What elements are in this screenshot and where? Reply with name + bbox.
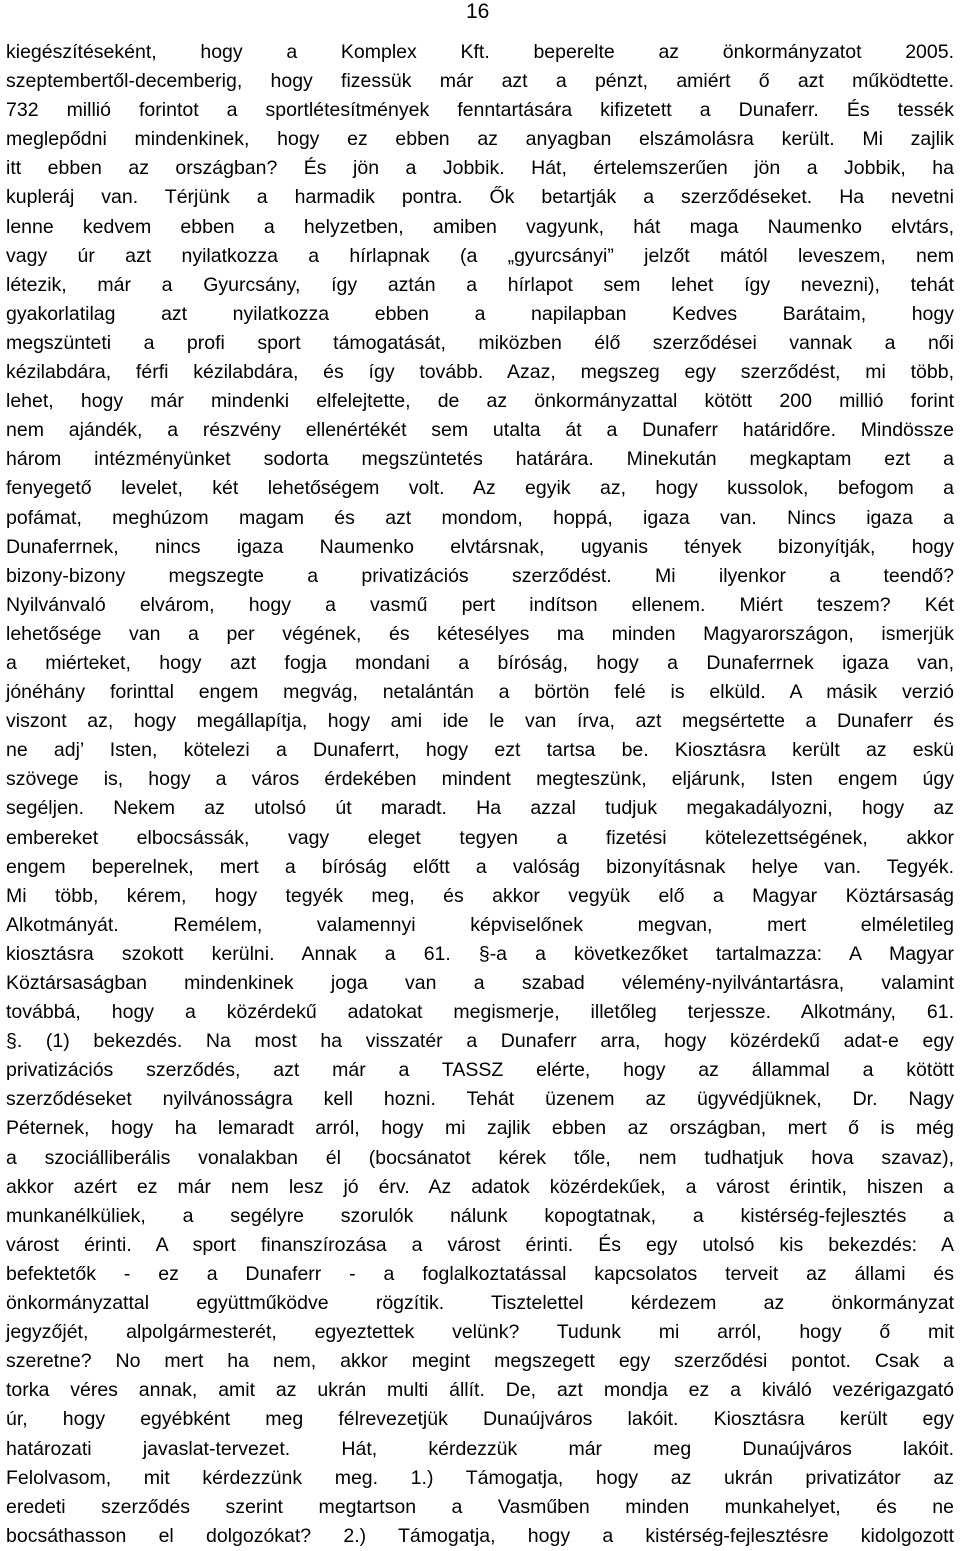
text-line: jegyzőjét, alpolgármesterét, egyeztettek velünk? Tudunk mi arról, hogy ő mit xyxy=(6,1321,954,1344)
text-line: Felolvasom, mit kérdezzünk meg. 1.) Támogatja, hogy az ukrán privatizátor az xyxy=(6,1466,954,1489)
text-line: szeretne? No mert ha nem, akkor megint megszegett egy szerződési pontot. Csak a xyxy=(6,1350,954,1373)
text-line: eredeti szerződés szerint megtartson a Vasműben minden munkahelyet, és ne xyxy=(6,1495,954,1518)
text-line: §. (1) bekezdés. Na most ha visszatér a Dunaferr arra, hogy közérdekű adat-e egy xyxy=(6,1030,954,1053)
text-line: önkormányzattal együttműködve rögzítik. Tisztelettel kérdezem az önkormányzat xyxy=(6,1292,954,1315)
text-line: embereket elbocsássák, vagy eleget tegyen a fizetési kötelezettségének, akkor xyxy=(6,826,954,849)
text-line: kupleráj van. Térjünk a harmadik pontra. Ők betartják a szerződéseket. Ha nevetni xyxy=(6,186,954,209)
text-line: Péternek, hogy ha lemaradt arról, hogy mi zajlik ebben az országban, mert ő is még xyxy=(6,1117,954,1140)
text-line: három intézményünket sodorta megszüntetés határára. Minekután megkaptam ezt a xyxy=(6,448,954,471)
text-line: nem ajándék, a részvény ellenértékét sem utalta át a Dunaferr határidőre. Mindössze xyxy=(6,419,954,442)
page-number: 16 xyxy=(466,0,490,23)
text-line: szeptembertől-decemberig, hogy fizessük már azt a pénzt, amiért ő azt működtette. xyxy=(6,70,954,93)
text-line: munkanélküliek, a segélyre szorulók nálunk kopogtatnak, a kistérség-fejlesztés a xyxy=(6,1204,954,1227)
text-line: Dunaferrnek, nincs igaza Naumenko elvtársnak, ugyanis tények bizonyítják, hogy xyxy=(6,535,954,558)
text-line: engem beperelnek, mert a bíróság előtt a valóság bizonyításnak helye van. Tegyék. xyxy=(6,855,954,878)
text-line: Köztársaságban mindenkinek joga van a szabad vélemény-nyilvántartásra, valamint xyxy=(6,972,954,994)
text-line: szerződéseket nyilvánosságra kell hozni. Tehát üzenem az ügyvédjüknek, Dr. Nagy xyxy=(6,1088,954,1111)
text-line: lehetősége van a per végének, és kétesélyes ma minden Magyarországon, ismerjük xyxy=(6,622,954,645)
text-line: gyakorlatilag azt nyilatkozza ebben a napilapban Kedves Barátaim, hogy xyxy=(6,302,954,325)
text-line: akkor azért ez már nem lesz jó érv. Az adatok közérdekűek, a várost érintik, hiszen a xyxy=(6,1175,954,1198)
text-line: viszont az, hogy megállapítja, hogy ami ide le van írva, azt megsértette a Dunaferr és xyxy=(6,710,954,733)
text-line: Mi több, kérem, hogy tegyék meg, és akkor vegyük elő a Magyar Köztársaság xyxy=(6,884,954,907)
text-line: fenyegető levelet, két lehetőségem volt. Az egyik az, hogy kussolok, befogom a xyxy=(6,477,954,500)
text-line: meglepődni mindenkinek, hogy ez ebben az anyagban elszámolásra került. Mi zajlik xyxy=(6,128,954,151)
text-line: bizony-bizony megszegte a privatizációs szerződést. Mi ilyenkor a teendő? xyxy=(6,564,954,587)
text-line: lehet, hogy már mindenki elfelejtette, de az önkormányzattal kötött 200 millió forint xyxy=(6,390,954,413)
text-line: úr, hogy egyébként meg félrevezetjük Dunaújváros lakóit. Kiosztásra került egy xyxy=(6,1408,954,1431)
text-line: ne adj’ Isten, kötelezi a Dunaferrt, hogy ezt tartsa be. Kiosztásra került az eskü xyxy=(6,739,954,762)
text-line: szövege is, hogy a város érdekében mindent megteszünk, eljárunk, Isten engem úgy xyxy=(6,768,954,791)
text-line: Alkotmányát. Remélem, valamennyi képviselőnek megvan, mert elméletileg xyxy=(6,913,954,936)
text-line: itt ebben az országban? És jön a Jobbik. Hát, értelemszerűen jön a Jobbik, ha xyxy=(6,157,954,180)
text-line: továbbá, hogy a közérdekű adatokat megismerje, illetőleg terjessze. Alkotmány, 61. xyxy=(6,1001,954,1024)
text-line: befektetők - ez a Dunaferr - a foglalkoztatással kapcsolatos terveit az állami és xyxy=(6,1262,954,1285)
text-line: megszünteti a profi sport támogatását, miközben élő szerződései vannak a női xyxy=(6,331,954,354)
text-line: lenne kedvem ebben a helyzetben, amiben vagyunk, hát maga Naumenko elvtárs, xyxy=(6,215,954,238)
text-line: kiegészítéseként, hogy a Komplex Kft. beperelte az önkormányzatot 2005. xyxy=(6,41,954,63)
text-line: létezik, már a Gyurcsány, így aztán a hírlapot sem lehet így nevezni), tehát xyxy=(6,273,954,296)
text-line: a miérteket, hogy azt fogja mondani a bíróság, hogy a Dunaferrnek igaza van, xyxy=(6,651,954,674)
document-body xyxy=(6,38,954,1551)
text-line: határozati javaslat-tervezet. Hát, kérdezzük már meg Dunaújváros lakóit. xyxy=(6,1437,954,1460)
text-line: torka véres annak, amit az ukrán multi állít. De, azt mondja ez a kiváló vezérigazgató xyxy=(6,1379,954,1402)
text-line: kiosztásra szokott kerülni. Annak a 61. §-a a következőket tartalmazza: A Magyar xyxy=(6,942,954,965)
text-line: privatizációs szerződés, azt már a TASSZ elérte, hogy az állammal a kötött xyxy=(6,1059,954,1082)
text-line: kézilabdára, férfi kézilabdára, és így tovább. Azaz, megszeg egy szerződést, mi több, xyxy=(6,361,954,384)
text-line: a szociálliberális vonalakban él (bocsánatot kérek tőle, nem tudhatjuk hova szavaz), xyxy=(6,1146,954,1169)
text-line: 732 millió forintot a sportlétesítmények fenntartására kifizetett a Dunaferr. És tessék xyxy=(6,99,954,122)
text-line: jónéhány forinttal engem megvág, netalántán a börtön felé is elküld. A másik verzió xyxy=(6,681,954,704)
text-line: pofámat, meghúzom magam és azt mondom, hoppá, igaza van. Nincs igaza a xyxy=(6,506,954,529)
text-line: Nyilvánvaló elvárom, hogy a vasmű pert indítson ellenem. Miért teszem? Két xyxy=(6,593,954,616)
text-line: várost érinti. A sport finanszírozása a várost érinti. És egy utolsó kis bekezdés: A xyxy=(6,1233,954,1256)
text-line: bocsáthasson el dolgozókat? 2.) Támogatja, hogy a kistérség-fejlesztésre kidolgozott xyxy=(6,1524,954,1547)
text-line: segéljen. Nekem az utolsó út maradt. Ha azzal tudjuk megakadályozni, hogy az xyxy=(6,797,954,820)
text-line: vagy úr azt nyilatkozza a hírlapnak (a „gyurcsányi” jelzőt mától leveszem, nem xyxy=(6,244,954,267)
